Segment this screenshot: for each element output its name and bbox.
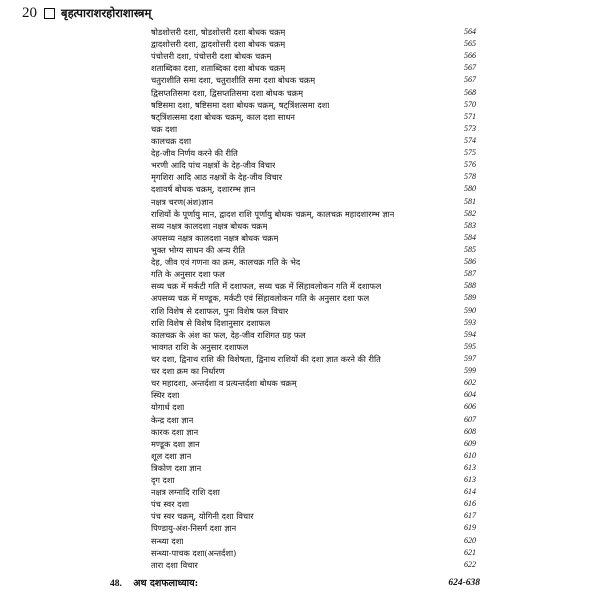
toc-entry-page: 609: [464, 438, 476, 448]
toc-entry: [151, 74, 476, 86]
toc-entry-label: मृगशिरा आदि आठ नक्षत्रों के देह-जीव विचार: [151, 172, 283, 183]
toc-entry-page: 616: [464, 499, 476, 509]
toc-entry-label: सव्य चक्र में मर्कटी गति में दशाफल, सव्य चक्र में सिंहावलोकन गति में दशाफल: [151, 281, 382, 292]
toc-entry-label: देह, जीव एवं गणना का क्रम, कालचक्र गति के भेद: [151, 257, 301, 268]
toc-entry-page: 584: [464, 232, 476, 242]
chapter-entry: [110, 577, 480, 590]
toc-entry-page: 621: [464, 547, 476, 557]
chapter-title: अथ दशफलाध्याय:: [133, 578, 199, 589]
toc-entry: [151, 474, 476, 486]
toc-entry: [151, 377, 476, 389]
toc-entry: [151, 26, 476, 38]
toc-entry: [151, 50, 476, 62]
toc-entry-label: चक्र दशा: [151, 123, 178, 134]
toc-entry: [151, 547, 476, 559]
toc-entry-page: 604: [464, 390, 476, 400]
toc-entry-page: 593: [464, 317, 476, 327]
toc-entry-page: 589: [464, 293, 476, 303]
toc-entry-page: 620: [464, 535, 476, 545]
toc-entry-label: सव्य नक्षत्र कालदशा नक्षत्र बोधक चक्रम्: [151, 220, 268, 231]
toc-entry-page: 565: [464, 39, 476, 49]
toc-entry: [151, 183, 476, 195]
toc-entry-page: 586: [464, 257, 476, 267]
toc-entry-label: षट्त्रिंशत्समा दशा बोधक चक्रम्, काल दशा साधन: [151, 111, 295, 122]
toc-entry-page: 590: [464, 305, 476, 315]
toc-entry-label: शताब्दिका दशा, शताब्दिका दशा बोधक चक्रम्: [151, 63, 286, 74]
toc-entry: [151, 486, 476, 498]
toc-entry-page: 571: [464, 111, 476, 121]
toc-entry: [151, 462, 476, 474]
toc-entry-label: नक्षत्र लग्नादि राशि दशा: [151, 487, 220, 498]
toc-entry: [151, 111, 476, 123]
toc-entry: [151, 353, 476, 365]
toc-entry: [151, 450, 476, 462]
toc-entry-label: चर दशा क्रम का निर्धारण: [151, 366, 225, 377]
toc-entry-label: अपसव्य चक्र में मण्डूक, मर्कटी एवं सिंहावलोकन गति के अनुसार दशा फल: [151, 293, 370, 304]
toc-entry-label: कालचक्र दशा: [151, 135, 192, 146]
toc-entry: [151, 256, 476, 268]
toc-entry: [151, 438, 476, 450]
toc-entry-label: चर दशा, द्विनाथ राशि की विशेषता, द्विनाथ राशियों की दशा ज्ञात करने की रीति: [151, 353, 381, 364]
chapter-number: 48.: [110, 579, 122, 589]
toc-entry: [151, 62, 476, 74]
toc-entry: [151, 426, 476, 438]
toc-entry-page: 614: [464, 487, 476, 497]
toc-entry: [151, 38, 476, 50]
toc-entry: [151, 268, 476, 280]
toc-entry: [151, 135, 476, 147]
toc-entry-page: 617: [464, 511, 476, 521]
toc-entry-label: नक्षत्र चरण(अंश)ज्ञान: [151, 196, 214, 207]
toc-entry: [151, 305, 476, 317]
toc-entry-label: त्रिकोण दशा ज्ञान: [151, 462, 202, 473]
toc-entry-page: 622: [464, 559, 476, 569]
toc-entry: [151, 159, 476, 171]
toc-entry-label: योगार्ध दशा: [151, 402, 185, 413]
toc-entry-page: 580: [464, 184, 476, 194]
toc-entry: [151, 292, 476, 304]
toc-entry-page: 567: [464, 75, 476, 85]
page-number: 20: [22, 4, 37, 21]
toc-entry-label: मण्डूक दशा ज्ञान: [151, 438, 200, 449]
toc-entry-label: भावगत राशि के अनुसार दशाफल: [151, 341, 249, 352]
contents-list: [151, 26, 476, 571]
toc-entry: [151, 535, 476, 547]
toc-entry-label: भरणी आदि पांच नक्षत्रों के देह-जीव विचार: [151, 160, 276, 171]
toc-entry-page: 597: [464, 353, 476, 363]
toc-entry-page: 588: [464, 281, 476, 291]
toc-entry: [151, 510, 476, 522]
toc-entry-label: सन्ध्या दशा: [151, 535, 184, 546]
toc-entry-label: पंच स्वर चक्रम्, योगिनी दशा विचार: [151, 511, 254, 522]
toc-entry-page: 564: [464, 27, 476, 36]
toc-entry-label: दशावर्ष बोधक चक्रम्, दशारम्भ ज्ञान: [151, 184, 256, 195]
toc-entry-label: स्थिर दशा: [151, 390, 180, 401]
toc-entry: [151, 414, 476, 426]
toc-entry-label: गति के अनुसार दशा फल: [151, 269, 225, 280]
toc-entry-label: राशियों के पूर्णायु मान, द्वादश राशि पूर्णायु बोधक चक्रम्, कालचक्र महादशारम्भ ज्ञान: [151, 208, 395, 219]
toc-entry-page: 573: [464, 123, 476, 133]
toc-entry-page: 585: [464, 244, 476, 254]
toc-entry-page: 568: [464, 87, 476, 97]
toc-entry-page: 581: [464, 196, 476, 206]
toc-entry-label: पिण्डायु-अंश-निसर्ग दशा ज्ञान: [151, 523, 237, 534]
toc-entry: [151, 401, 476, 413]
toc-entry-label: द्विसप्ततिसमा दशा, द्विसप्ततिसमा दशा बोधक चक्रम्: [151, 87, 303, 98]
toc-entry-page: 567: [464, 63, 476, 73]
toc-entry-label: शूल दशा ज्ञान: [151, 450, 192, 461]
toc-entry-page: 583: [464, 220, 476, 230]
toc-entry: [151, 99, 476, 111]
toc-entry: [151, 522, 476, 534]
toc-entry: [151, 365, 476, 377]
toc-entry-page: 578: [464, 172, 476, 182]
toc-entry-label: तारा दशा विचार: [151, 559, 198, 570]
toc-entry: [151, 87, 476, 99]
toc-entry-page: 613: [464, 475, 476, 485]
toc-entry: [151, 389, 476, 401]
toc-entry: [151, 208, 476, 220]
toc-entry: [151, 196, 476, 208]
toc-entry: [151, 147, 476, 159]
toc-entry-label: अपसव्य नक्षत्र कालदशा नक्षत्र बोधक चक्रम्: [151, 232, 279, 243]
toc-entry-page: 608: [464, 426, 476, 436]
toc-entry-page: 570: [464, 99, 476, 109]
toc-entry-label: षष्टिसमा दशा, षष्टिसमा दशा बोधक चक्रम्, षट्त्रिंशत्समा दशा: [151, 99, 330, 110]
toc-entry: [151, 317, 476, 329]
toc-entry-page: 582: [464, 208, 476, 218]
toc-entry-label: दृग दशा: [151, 475, 175, 486]
toc-entry-page: 606: [464, 402, 476, 412]
toc-entry-label: राशि विशेष से विशेष दिशानुसार दशाफल: [151, 317, 271, 328]
book-title: बृहत्पाराशरहोराशास्त्रम्: [61, 5, 152, 20]
toc-entry: [151, 329, 476, 341]
toc-entry: [151, 123, 476, 135]
toc-entry-page: 599: [464, 366, 476, 376]
toc-entry-label: कालचक्र के अंश का फल, देह-जीव राशिगत ग्रह फल: [151, 329, 306, 340]
toc-entry-page: 566: [464, 51, 476, 61]
toc-entry-page: 576: [464, 160, 476, 170]
toc-entry: [151, 280, 476, 292]
toc-entry-label: कारक दशा ज्ञान: [151, 426, 199, 437]
toc-entry-page: 575: [464, 148, 476, 158]
toc-entry: [151, 559, 476, 571]
toc-entry-label: द्वादशोत्तरी दशा, द्वादशोत्तरी दशा बोधक चक्रम्: [151, 39, 286, 50]
toc-entry: [151, 341, 476, 353]
toc-entry-label: देह-जीव निर्णय करने की रीति: [151, 148, 238, 159]
toc-entry-page: 607: [464, 414, 476, 424]
toc-entry: [151, 244, 476, 256]
toc-entry: [151, 171, 476, 183]
toc-entry-label: पंचोत्तरी दशा, पंचोत्तरी दशा बोधक चक्रम्: [151, 51, 272, 62]
toc-entry-page: 594: [464, 329, 476, 339]
toc-entry: [151, 220, 476, 232]
toc-entry-page: 595: [464, 341, 476, 351]
toc-entry-label: चर महादशा, अन्तर्दशा व प्रत्यन्तर्दशा बोधक चक्रम्: [151, 378, 297, 389]
toc-entry-label: केन्द्र दशा ज्ञान: [151, 414, 194, 425]
toc-entry-page: 610: [464, 450, 476, 460]
toc-entry-page: 619: [464, 523, 476, 533]
toc-entry: [151, 498, 476, 510]
toc-entry: [151, 232, 476, 244]
toc-entry-label: राशि विशेष से दशाफल, पुनः विशेष फल विचार: [151, 305, 289, 316]
toc-entry-label: पंच स्वर दशा: [151, 499, 190, 510]
toc-entry-page: 587: [464, 269, 476, 279]
toc-entry-label: भुक्त भोग्य साधन की अन्य रीति: [151, 244, 246, 255]
toc-entry-label: षोडशोत्तरी दशा, षोडशोत्तरी दशा बोधक चक्रम्: [151, 27, 286, 37]
toc-entry-page: 574: [464, 135, 476, 145]
toc-entry-page: 613: [464, 462, 476, 472]
square-bullet-icon: [44, 8, 55, 19]
page-header: [22, 4, 151, 22]
toc-entry-label: सन्ध्या-पाचक दशा(अन्तर्दशा): [151, 547, 237, 558]
toc-entry-label: चतुराशीति समा दशा, चतुराशीति समा दशा बोधक चक्रम्: [151, 75, 316, 86]
toc-entry-page: 602: [464, 378, 476, 388]
chapter-page-range: 624-638: [448, 578, 480, 588]
